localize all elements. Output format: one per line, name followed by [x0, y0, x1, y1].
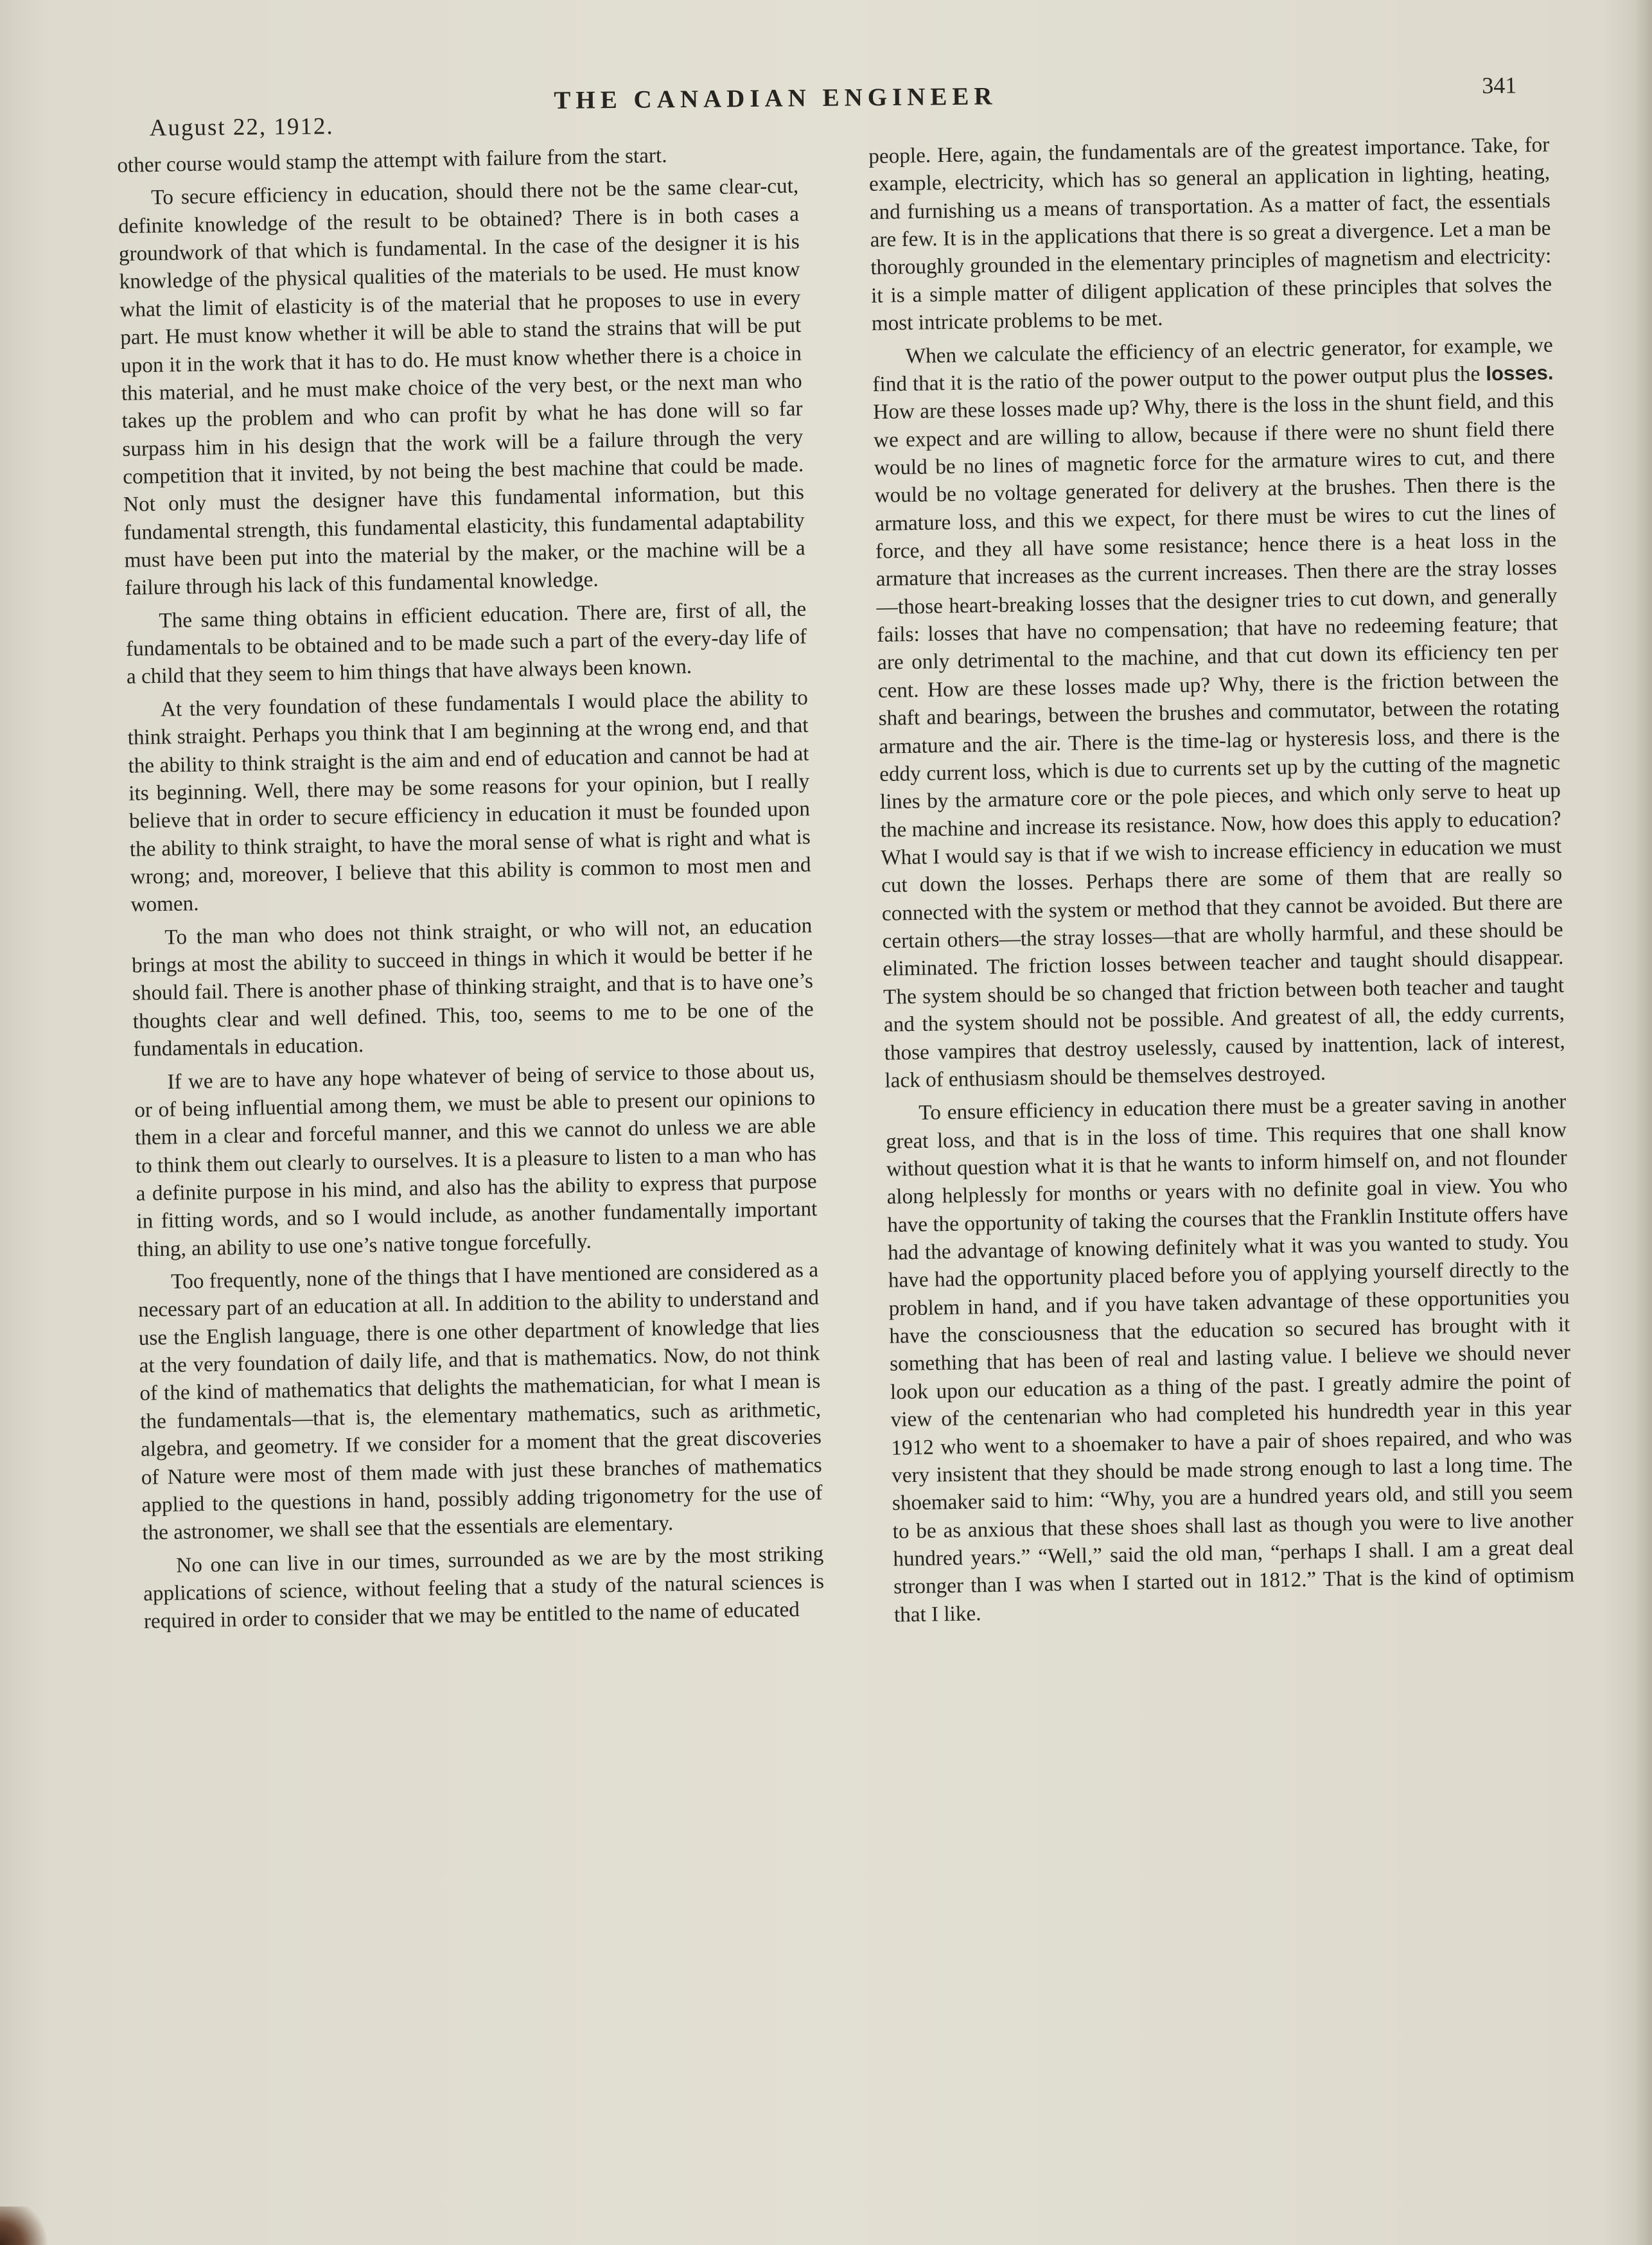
paragraph: At the very foundation of these fundamentals I would place the ability to think straight. Perhaps you think that I am beginning at the wrong end, and that the ability to think straight is the aim and end of education and cannot be had at its beginning. Well, there may be some reasons for your opinion, but I really believe that in order to secure efficiency in education it must be founded upon the ability to think straight, to have the moral sense of what is right and what is wrong; and, moreover, I believe that this ability is common to most men and women. — [127, 685, 811, 917]
paragraph: other course would stamp the attempt with failure from the start. — [117, 143, 667, 177]
corner-shadow — [0, 2206, 51, 2245]
paragraph: If we are to have any hope whatever of being of service to those about us, or of being influential among them, we must be able to present our opinions to them in a clear and forceful manner, and this we cannot do unless we are able to think them out clearly to ourselves. It is a pleasure to listen to a man who has a definite purpose in his mind, and also has the ability to express that purpose in fitting words, and so I would include, as another fundamentally important thing, an ability to use one’s native tongue forcefully. — [134, 1057, 818, 1262]
paragraph: To the man who does not think straight, or who will not, an education brings at most the ability to succeed in things in which it would be better if he should fail. There is another phase of thinking straight, and that is to have one’s thoughts clear and well defined. This, too, seems to me to be one of the fundamentals in education. — [131, 913, 814, 1061]
paragraph-text: How are these losses made up? Why, there is the loss in the shunt field, and this we expect and are willing to allow, because if there were no shunt field there would be no lines of magnetic force for the armature wires to cut, and there would be no voltage generated for delivery at the brushes. Then there is the armature loss, and this we expect, for there must be wires to cut the lines of force, and they all have some resistance; hence there is a heat loss in the armature that increases as the current increases. Then there are the stray losses—those heart-breaking losses that the designer tries to cut down, and generally fails: losses that have no compensation; that have no redeeming feature; that are only detrimental to the machine, and that cut down its efficiency ten per cent. How are these losses made up? Why, there is the friction between the shaft and bearings, between the brushes and commutator, between the rotating armature and the air. There is the time-lag or hysteresis loss, and there is the eddy current loss, which is due to currents set up by the cutting of the magnetic lines by the armature core or the pole pieces, and which only serve to heat up the machine and increase its resistance. Now, how does this apply to education? What I would say is that if we wish to increase efficiency in education we must cut down the losses. Perhaps there are some of them that are really so connected with the system or method that they cannot be avoided. But there are certain others—the stray losses—that are wholly harmful, and these should be eliminated. The friction losses between teacher and taught should disappear. The system should be so changed that friction between both teacher and taught and the system should not be possible. And greatest of all, the eddy currents, those vampires that destroy uselessly, caused by inattention, lack of interest, lack of enthusiasm should be themselves destroyed. — [873, 388, 1565, 1093]
left-column — [117, 139, 825, 1641]
paragraph: No one can live in our times, surrounded as we are by the most striking applications of science, without feeling that a study of the natural sciences is required in order to consider that we may be entitled to the name of educated — [143, 1541, 825, 1633]
paragraph — [872, 331, 1565, 1095]
paragraph: The same thing obtains in efficient education. There are, first of all, the fundamentals to be obtained and to be made such a part of the every-day life of a child that they seem to him things that have always been known. — [125, 597, 807, 689]
page-header — [149, 62, 1531, 141]
issue-date: August 22, 1912. — [149, 113, 334, 141]
paragraph: Too frequently, none of the things that I have mentioned are considered as a necessary part of an education at all. In addition to the ability to understand and use the English language, there is one other department of knowledge that lies at the very foundation of daily life, and that is mathematics. Now, do not think of the kind of mathematics that delights the mathematician, for what I mean is the fundamentals—that is, the elementary mathematics, such as arithmetic, algebra, and geometry. If we consider for a moment that the great discoveries of Nature were most of them made with just these branches of mathematics applied to the questions in hand, possibly adding trigonometry for the use of the astronomer, we shall see that the essentials are elementary. — [137, 1258, 823, 1545]
paragraph: To ensure efficiency in education there must be a greater saving in another great loss, and that is in the loss of time. This requires that one shall know without question what it is that he wants to inform himself on, and not flounder along helplessly for months or years with no definite goal in view. You who have the opportunity of taking the courses that the Franklin Institute offers have had the advantage of knowing definitely what it was you wanted to study. You have had the opportunity placed before you of applying yourself directly to the problem in hand, and if you have taken advantage of these opportunities you have the consciousness that the education so secured has brought with it something that has been of real and lasting value. I believe we should never look upon our education as a thing of the past. I greatly admire the point of view of the centenarian who had completed his hundredth year in this year 1912 who went to a shoemaker to have a pair of shoes repaired, and who was very insistent that they should be made strong enough to last a long time. The shoemaker said to him: “Why, you are a hundred years old, and still you seem to be as anxious that these shoes shall last as though you were to live another hundred years.” “Well,” said the old man, “perhaps I shall. I am a great deal stronger than I was when I started out in 1812.” That is the kind of optimism that I like. — [885, 1089, 1575, 1627]
page-edge — [1635, 0, 1652, 2245]
paragraph: To secure efficiency in education, should there not be the same clear-cut, definite knowledge of the result to be obtained? There is in both cases a groundwork of that which is fundamental. In the case of the designer it is his knowledge of the physical qualities of the materials to be used. He must know what the limit of elasticity is of the material that he proposes to use in every part. He must know whether it will be able to stand the strains that will be put upon it in the work that it has to do. He must know whether there is a choice in this material, and he must make choice of the very best, or the next man who takes up the problem and who can profit by what he has done will so far surpass him in his design that the work will be a failure through the very competition that it invited, by not being the best machine that could be made. Not only must the designer have this fundamental information, but this fundamental strength, this fundamental elasticity, this fundamental adaptability must have been put into the material by the maker, or the machine will be a failure through his lack of this fundamental knowledge. — [118, 173, 805, 601]
journal-title: THE CANADIAN ENGINEER — [554, 82, 997, 114]
paragraph-text: When we calculate the efficiency of an electric generator, for example, we find that it is the ratio of the power output to the power output plus the — [872, 332, 1553, 396]
right-column — [868, 131, 1575, 1634]
bold-term: losses. — [1486, 361, 1554, 385]
page-number: 341 — [1482, 72, 1517, 99]
paragraph: people. Here, again, the fundamentals are of the greatest importance. Take, for example, electricity, which has so general an application in lighting, heating, and furnishing us a means of transportation. As a matter of fact, the essentials are few. It is in the applications that there is so great a divergence. Let a man be thoroughly grounded in the elementary principles of magnetism and electricity: it is a simple matter of diligent application of these principles that solves the most intricate problems to be met. — [868, 132, 1552, 336]
